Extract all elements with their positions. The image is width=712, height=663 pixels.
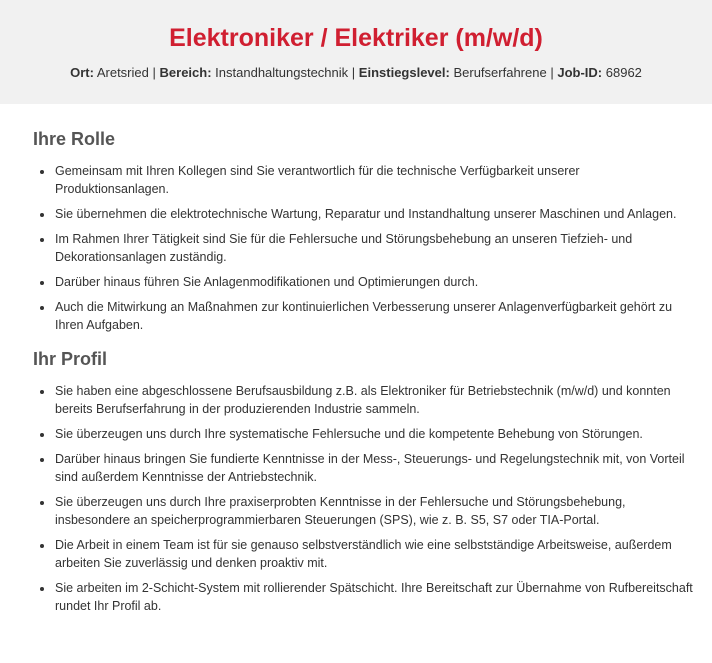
role-item: • Darüber hinaus führen Sie Anlagenmodifikationen und Optimierungen durch. <box>54 273 694 291</box>
job-title: Elektroniker / Elektriker (m/w/d) <box>169 24 543 52</box>
level-value: Berufserfahrene <box>453 65 547 80</box>
role-item: • Im Rahmen Ihrer Tätigkeit sind Sie für die Fehlersuche und Störungsbehebung an unseren Tiefzieh- und Dekorationsanlagen zuständig. <box>54 230 694 266</box>
job-id-value: 68962 <box>605 65 642 80</box>
profile-list <box>33 382 694 615</box>
profile-item: • Sie überzeugen uns durch Ihre systematische Fehlersuche und die kompetente Behebung von Störungen. <box>54 425 694 443</box>
profile-item: • Sie überzeugen uns durch Ihre praxiserprobten Kenntnisse in der Fehlersuche und Störungsbehebung, insbesondere an speicherprogrammierbaren Steuerungen (SPS), wie z. B. S5, S7 oder TIA-Portal. <box>54 493 694 529</box>
profile-item: • Sie arbeiten im 2-Schicht-System mit rollierender Spätschicht. Ihre Bereitschaft zur Übernahme von Rufbereitschaft rundet Ihr Profil ab. <box>54 579 694 615</box>
level-label: Einstiegslevel: <box>358 65 450 80</box>
profile-item: • Sie haben eine abgeschlossene Berufsausbildung z.B. als Elektroniker für Betriebstechnik (m/w/d) und konnten bereits Berufserfahrung in der produzierenden Industrie sammeln. <box>54 382 694 418</box>
job-content <box>0 104 712 615</box>
role-list <box>33 162 694 334</box>
role-item: • Auch die Mitwirkung an Maßnahmen zur kontinuierlichen Verbesserung unserer Anlagenverfügbarkeit gehört zu Ihren Aufgaben. <box>54 298 694 334</box>
meta-separator: | <box>550 65 554 80</box>
role-item: • Gemeinsam mit Ihren Kollegen sind Sie verantwortlich für die technische Verfügbarkeit unserer Produktionsanlagen. <box>54 162 694 198</box>
job-header <box>0 0 712 104</box>
job-meta <box>0 64 712 82</box>
profile-item: • Die Arbeit in einem Team ist für sie genauso selbstverständlich wie eine selbstständige Arbeitsweise, außerdem arbeiten Sie zuverlässig und denken proaktiv mit. <box>54 536 694 572</box>
location-value: Aretsried <box>96 65 149 80</box>
role-section <box>33 126 694 334</box>
profile-heading: Ihr Profil <box>33 349 108 369</box>
role-item: • Sie übernehmen die elektrotechnische Wartung, Reparatur und Instandhaltung unserer Maschinen und Anlagen. <box>54 205 694 223</box>
job-id-label: Job-ID: <box>557 65 603 80</box>
meta-separator: | <box>351 65 356 80</box>
profile-item: • Darüber hinaus bringen Sie fundierte Kenntnisse in der Mess-, Steuerungs- und Regelungstechnik mit, von Vorteil sind außerdem Kenntnisse der Antriebstechnik. <box>54 450 694 486</box>
meta-separator: | <box>152 65 156 80</box>
location-label: Ort: <box>70 65 94 80</box>
role-heading: Ihre Rolle <box>33 129 116 149</box>
profile-section <box>33 346 694 615</box>
area-label: Bereich: <box>159 65 212 80</box>
area-value: Instandhaltungstechnik <box>215 65 349 80</box>
